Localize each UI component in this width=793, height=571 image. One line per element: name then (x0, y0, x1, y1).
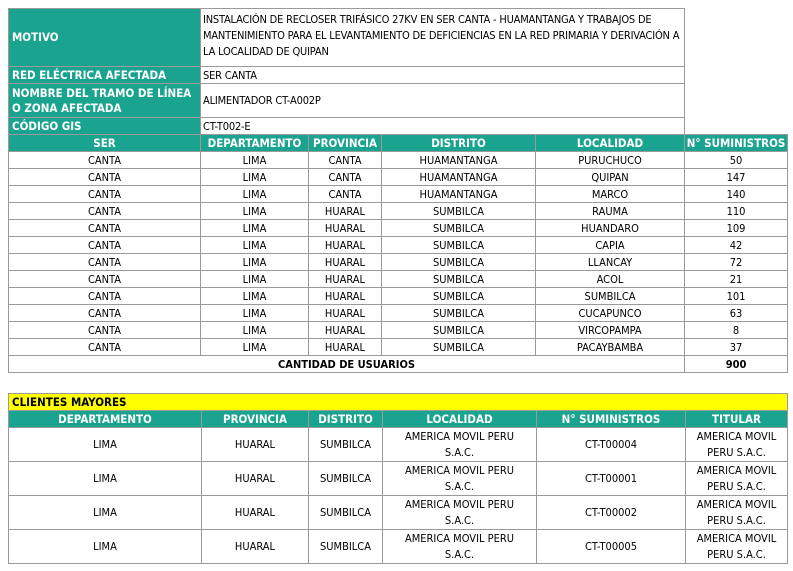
suministros-cell: 50 (685, 152, 788, 169)
header-suministros: N° SUMINISTROS (685, 135, 788, 152)
ser-cell: CANTA (9, 152, 201, 169)
table-row (9, 237, 788, 254)
table-row (9, 288, 788, 305)
localidad-cell: QUIPAN (536, 169, 685, 186)
gis-value: CT-T002-E (201, 118, 685, 135)
distrito-cell: SUMBILCA (309, 530, 383, 564)
table-row (9, 271, 788, 288)
header-departamento: DEPARTAMENTO (9, 411, 202, 428)
ser-cell: CANTA (9, 254, 201, 271)
tramo-value: ALIMENTADOR CT-A002P (201, 84, 685, 118)
localidad-cell: RAUMA (536, 203, 685, 220)
header-departamento: DEPARTAMENTO (201, 135, 309, 152)
suministros-cell: CT-T00001 (537, 462, 686, 496)
titular-cell: AMERICA MOVIL PERU S.A.C. (686, 462, 788, 496)
major-clients-header-row (9, 411, 788, 428)
suministros-cell: CT-T00005 (537, 530, 686, 564)
distrito-cell: HUAMANTANGA (382, 152, 536, 169)
distrito-cell: SUMBILCA (309, 428, 383, 462)
table-row (9, 203, 788, 220)
localidad-cell: VIRCOPAMPA (536, 322, 685, 339)
suministros-cell: CT-T00002 (537, 496, 686, 530)
table-row (9, 169, 788, 186)
suministros-cell: 109 (685, 220, 788, 237)
header-localidad: LOCALIDAD (536, 135, 685, 152)
departamento-cell: LIMA (201, 271, 309, 288)
provincia-cell: HUARAL (309, 322, 382, 339)
gis-label: CÓDIGO GIS (9, 118, 201, 135)
localidad-cell: AMERICA MOVIL PERU S.A.C. (383, 428, 537, 462)
departamento-cell: LIMA (201, 152, 309, 169)
table-row (9, 428, 788, 462)
motivo-value: INSTALACIÓN DE RECLOSER TRIFÁSICO 27KV EN SER CANTA - HUAMANTANGA Y TRABAJOS DE MANTENIMIENTO PARA EL LEVANTAMIENTO DE DEFICIENCIAS EN LA RED PRIMARIA Y DERIVACIÓN A LA LOCALIDAD DE QUIPAN (201, 9, 685, 67)
suministros-cell: 72 (685, 254, 788, 271)
provincia-cell: HUARAL (309, 271, 382, 288)
localidad-cell: AMERICA MOVIL PERU S.A.C. (383, 496, 537, 530)
localidad-cell: CUCAPUNCO (536, 305, 685, 322)
distrito-cell: HUAMANTANGA (382, 169, 536, 186)
distrito-cell: SUMBILCA (382, 339, 536, 356)
suministros-cell: 8 (685, 322, 788, 339)
localidad-cell: AMERICA MOVIL PERU S.A.C. (383, 462, 537, 496)
major-clients-table (8, 393, 788, 564)
departamento-cell: LIMA (201, 237, 309, 254)
departamento-cell: LIMA (9, 428, 202, 462)
table-row (9, 305, 788, 322)
header-distrito: DISTRITO (382, 135, 536, 152)
localidad-cell: PURUCHUCO (536, 152, 685, 169)
ser-cell: CANTA (9, 305, 201, 322)
provincia-cell: HUARAL (309, 339, 382, 356)
distrito-cell: SUMBILCA (382, 203, 536, 220)
table-row (9, 322, 788, 339)
suministros-cell: 37 (685, 339, 788, 356)
suministros-cell: CT-T00004 (537, 428, 686, 462)
distrito-cell: SUMBILCA (382, 271, 536, 288)
departamento-cell: LIMA (201, 305, 309, 322)
ser-cell: CANTA (9, 203, 201, 220)
localidad-cell: MARCO (536, 186, 685, 203)
departamento-cell: LIMA (201, 186, 309, 203)
table-row (9, 496, 788, 530)
distrito-cell: SUMBILCA (309, 496, 383, 530)
header-ser: SER (9, 135, 201, 152)
distrito-cell: SUMBILCA (382, 305, 536, 322)
suministros-cell: 140 (685, 186, 788, 203)
suministros-cell: 63 (685, 305, 788, 322)
suministros-cell: 147 (685, 169, 788, 186)
departamento-cell: LIMA (201, 169, 309, 186)
major-clients-title: CLIENTES MAYORES (9, 394, 788, 411)
header-provincia: PROVINCIA (202, 411, 309, 428)
header-localidad: LOCALIDAD (383, 411, 537, 428)
ser-cell: CANTA (9, 237, 201, 254)
suministros-cell: 21 (685, 271, 788, 288)
departamento-cell: LIMA (201, 203, 309, 220)
ser-cell: CANTA (9, 169, 201, 186)
distrito-cell: SUMBILCA (309, 462, 383, 496)
ser-cell: CANTA (9, 186, 201, 203)
supply-table (8, 8, 788, 373)
red-afectada-label: RED ELÉCTRICA AFECTADA (9, 67, 201, 84)
provincia-cell: HUARAL (309, 288, 382, 305)
total-row (9, 356, 788, 373)
localidad-cell: AMERICA MOVIL PERU S.A.C. (383, 530, 537, 564)
ser-cell: CANTA (9, 339, 201, 356)
provincia-cell: HUARAL (309, 254, 382, 271)
distrito-cell: SUMBILCA (382, 288, 536, 305)
provincia-cell: HUARAL (309, 203, 382, 220)
provincia-cell: CANTA (309, 186, 382, 203)
distrito-cell: SUMBILCA (382, 237, 536, 254)
titular-cell: AMERICA MOVIL PERU S.A.C. (686, 428, 788, 462)
departamento-cell: LIMA (201, 220, 309, 237)
localidad-cell: ACOL (536, 271, 685, 288)
distrito-cell: SUMBILCA (382, 220, 536, 237)
provincia-cell: CANTA (309, 152, 382, 169)
red-afectada-value: SER CANTA (201, 67, 685, 84)
titular-cell: AMERICA MOVIL PERU S.A.C. (686, 530, 788, 564)
ser-cell: CANTA (9, 288, 201, 305)
suministros-cell: 101 (685, 288, 788, 305)
header-titular: TITULAR (686, 411, 788, 428)
departamento-cell: LIMA (201, 322, 309, 339)
provincia-cell: HUARAL (202, 496, 309, 530)
localidad-cell: HUANDARO (536, 220, 685, 237)
suministros-cell: 42 (685, 237, 788, 254)
localidad-cell: PACAYBAMBA (536, 339, 685, 356)
departamento-cell: LIMA (9, 462, 202, 496)
departamento-cell: LIMA (201, 339, 309, 356)
ser-cell: CANTA (9, 220, 201, 237)
provincia-cell: HUARAL (202, 530, 309, 564)
table-row (9, 220, 788, 237)
table-row (9, 530, 788, 564)
localidad-cell: LLANCAY (536, 254, 685, 271)
table-row (9, 339, 788, 356)
header-distrito: DISTRITO (309, 411, 383, 428)
ser-cell: CANTA (9, 322, 201, 339)
departamento-cell: LIMA (201, 288, 309, 305)
supply-header-row (9, 135, 788, 152)
provincia-cell: HUARAL (202, 462, 309, 496)
table-row (9, 254, 788, 271)
departamento-cell: LIMA (9, 530, 202, 564)
motivo-label: MOTIVO (9, 9, 201, 67)
provincia-cell: HUARAL (309, 305, 382, 322)
provincia-cell: CANTA (309, 169, 382, 186)
departamento-cell: LIMA (9, 496, 202, 530)
localidad-cell: SUMBILCA (536, 288, 685, 305)
header-suministros: N° SUMINISTROS (537, 411, 686, 428)
ser-cell: CANTA (9, 271, 201, 288)
provincia-cell: HUARAL (202, 428, 309, 462)
total-value: 900 (685, 356, 788, 373)
tramo-label: NOMBRE DEL TRAMO DE LÍNEA O ZONA AFECTADA (9, 84, 201, 118)
localidad-cell: CAPIA (536, 237, 685, 254)
distrito-cell: SUMBILCA (382, 254, 536, 271)
table-row (9, 186, 788, 203)
table-row (9, 462, 788, 496)
header-provincia: PROVINCIA (309, 135, 382, 152)
total-label: CANTIDAD DE USUARIOS (9, 356, 685, 373)
table-row (9, 152, 788, 169)
provincia-cell: HUARAL (309, 237, 382, 254)
provincia-cell: HUARAL (309, 220, 382, 237)
distrito-cell: SUMBILCA (382, 322, 536, 339)
distrito-cell: HUAMANTANGA (382, 186, 536, 203)
titular-cell: AMERICA MOVIL PERU S.A.C. (686, 496, 788, 530)
departamento-cell: LIMA (201, 254, 309, 271)
suministros-cell: 110 (685, 203, 788, 220)
